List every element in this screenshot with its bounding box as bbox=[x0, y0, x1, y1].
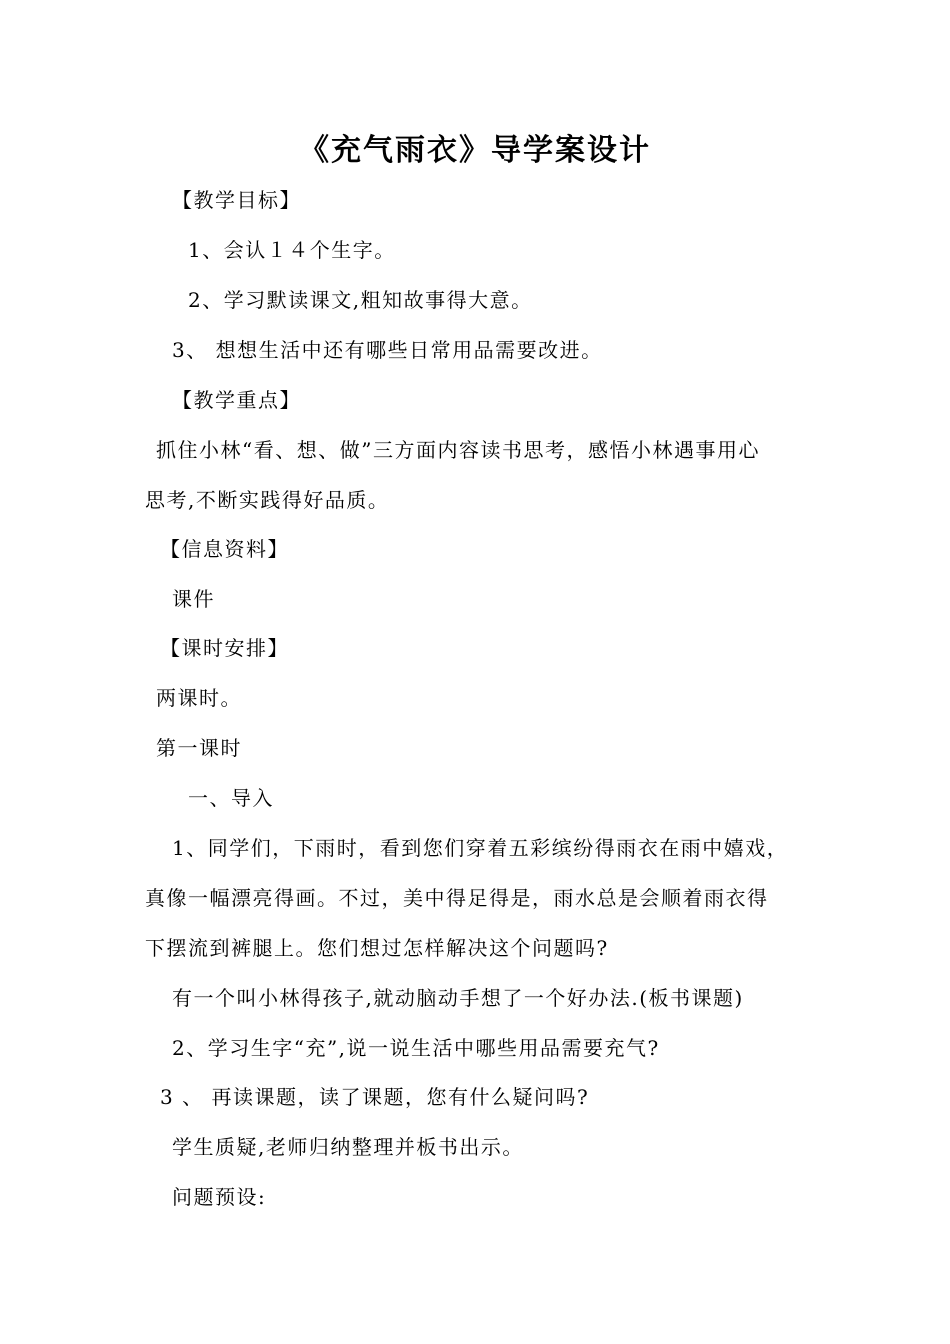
question-preset-label: 问题预设: bbox=[172, 1185, 267, 1209]
intro-paragraph-line-1: 1、同学们，下雨时，看到您们穿着五彩缤纷得雨衣在雨中嬉戏， bbox=[172, 836, 789, 860]
heading-teaching-focus: 【教学重点】 bbox=[172, 388, 301, 412]
document-title: 《充气雨衣》导学案设计 bbox=[299, 133, 651, 168]
focus-paragraph-line-1: 抓住小林“看、想、做”三方面内容读书思考，感悟小林遇事用心 bbox=[156, 438, 760, 462]
heading-info-materials: 【信息资料】 bbox=[160, 537, 289, 561]
step-2-text: 2、学习生字“充”,说一说生活中哪些用品需要充气? bbox=[172, 1036, 660, 1060]
heading-lesson-schedule: 【课时安排】 bbox=[160, 636, 289, 660]
first-lesson-heading: 第一课时 bbox=[156, 736, 242, 760]
goal-item-3: 3、 想想生活中还有哪些日常用品需要改进。 bbox=[172, 338, 603, 362]
goal-item-1: 1、会认１４个生字。 bbox=[188, 238, 396, 262]
step-3-text: 3 、 再读课题，读了课题，您有什么疑问吗? bbox=[160, 1085, 590, 1109]
student-question-text: 学生质疑,老师归纳整理并板书出示。 bbox=[172, 1135, 524, 1159]
intro-paragraph-line-3: 下摆流到裤腿上。您们想过怎样解决这个问题吗? bbox=[145, 936, 609, 960]
lesson-schedule-text: 两课时。 bbox=[156, 686, 242, 710]
focus-paragraph-line-2: 思考,不断实践得好品质。 bbox=[145, 488, 390, 512]
section-introduction-heading: 一、导入 bbox=[188, 786, 274, 810]
intro-paragraph-line-2: 真像一幅漂亮得画。不过，美中得足得是，雨水总是会顺着雨衣得 bbox=[145, 886, 769, 910]
info-materials-text: 课件 bbox=[172, 587, 215, 611]
goal-item-2: 2、学习默读课文,粗知故事得大意。 bbox=[188, 288, 533, 312]
intro-paragraph-line-4: 有一个叫小林得孩子,就动脑动手想了一个好办法.(板书课题) bbox=[172, 986, 744, 1010]
heading-teaching-goals: 【教学目标】 bbox=[172, 188, 301, 212]
